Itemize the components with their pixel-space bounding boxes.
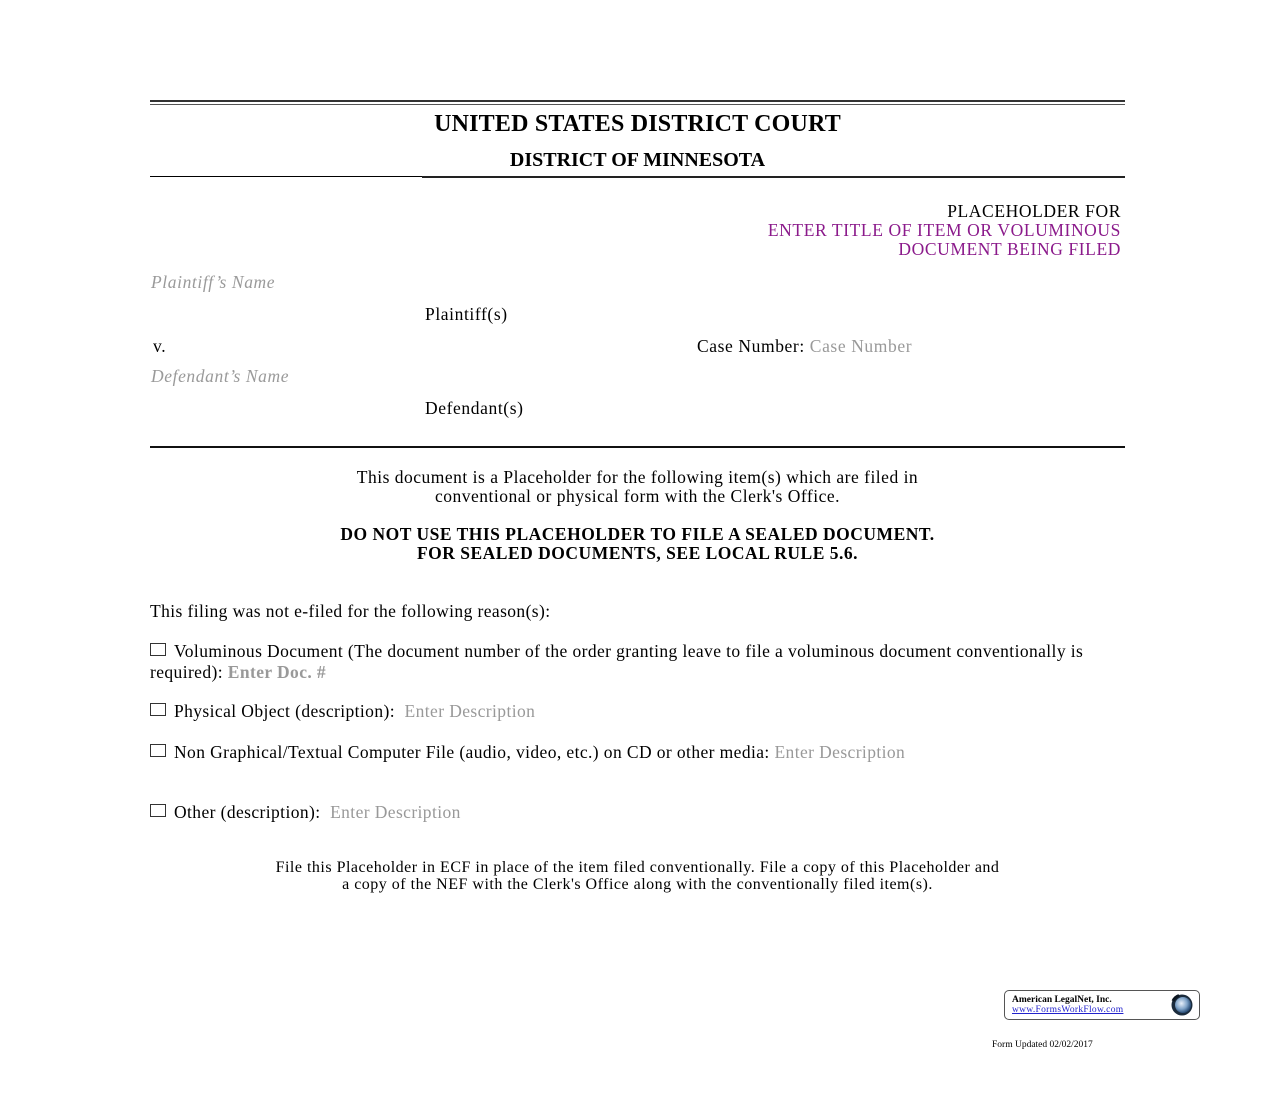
filing-instructions-line1: File this Placeholder in ECF in place of the item filed conventionally. File a copy of this Placeholder and <box>275 859 1000 876</box>
document-title-line2: DOCUMENT BEING FILED <box>898 239 1121 259</box>
physical-object-label: Physical Object (description): <box>174 701 395 721</box>
forms-workflow-link[interactable]: www.FormsWorkFlow.com <box>1012 1005 1124 1015</box>
company-name: American LegalNet, Inc. <box>1012 995 1112 1005</box>
voluminous-document-label: Voluminous Document (The document number of the order granting leave to file a voluminous document conventionally is required): <box>150 641 1084 682</box>
placeholder-title-block <box>768 202 1121 259</box>
computer-file-description-field[interactable]: Enter Description <box>774 742 906 762</box>
physical-object-description-field[interactable]: Enter Description <box>404 701 536 721</box>
defendant-label: Defendant(s) <box>425 398 524 418</box>
document-title-line1: ENTER TITLE OF ITEM OR VOLUMINOUS <box>767 220 1121 240</box>
case-number-label: Case Number: <box>697 336 805 356</box>
district-title: DISTRICT OF MINNESOTA <box>509 149 766 171</box>
plaintiff-name-field[interactable]: Plaintiff’s Name <box>151 272 276 292</box>
caption-bottom-rule <box>150 446 1125 448</box>
header-bottom-rule-left <box>150 176 422 177</box>
sealed-warning <box>150 525 1125 563</box>
reasons-heading: This filing was not e-filed for the following reason(s): <box>150 601 551 621</box>
voluminous-document-checkbox[interactable] <box>150 643 166 656</box>
reason-other <box>150 802 1090 823</box>
intro-line2: conventional or physical form with the Clerk's Office. <box>434 486 840 506</box>
placeholder-for-label: PLACEHOLDER FOR <box>947 201 1121 221</box>
other-label: Other (description): <box>174 802 321 822</box>
filing-instructions-line2: a copy of the NEF with the Clerk's Office along with the conventionally filed item(s). <box>342 876 933 893</box>
reason-physical-object <box>150 701 1090 722</box>
plaintiff-label: Plaintiff(s) <box>425 304 508 324</box>
document-title-field[interactable] <box>768 221 1121 259</box>
header-top-rule-thick <box>150 100 1125 102</box>
reason-voluminous-document <box>150 641 1090 683</box>
header-bottom-rule-right <box>422 176 1125 178</box>
case-number-field[interactable]: Case Number <box>809 336 913 356</box>
intro-paragraph <box>150 468 1125 506</box>
court-title: UNITED STATES DISTRICT COURT <box>434 111 841 137</box>
filing-instructions <box>150 859 1125 893</box>
intro-line1: This document is a Placeholder for the following item(s) which are filed in <box>356 467 919 487</box>
sealed-warning-line2: FOR SEALED DOCUMENTS, SEE LOCAL RULE 5.6. <box>416 543 859 563</box>
other-description-field[interactable]: Enter Description <box>330 802 461 822</box>
form-updated-date: Form Updated 02/02/2017 <box>992 1040 1093 1050</box>
globe-logo-icon <box>1165 993 1197 1017</box>
defendant-name-field[interactable]: Defendant’s Name <box>151 366 290 386</box>
computer-file-label: Non Graphical/Textual Computer File (audio, video, etc.) on CD or other media: <box>174 742 770 762</box>
reason-computer-file <box>150 742 1090 763</box>
versus-label: v. <box>153 336 167 356</box>
case-number-row <box>697 336 912 357</box>
american-legalnet-badge <box>1004 990 1200 1020</box>
computer-file-checkbox[interactable] <box>150 744 166 757</box>
doc-number-field[interactable]: Enter Doc. # <box>227 662 327 682</box>
physical-object-checkbox[interactable] <box>150 703 166 716</box>
sealed-warning-line1: DO NOT USE THIS PLACEHOLDER TO FILE A SEALED DOCUMENT. <box>340 524 935 544</box>
header-top-rule-thin <box>150 104 1125 105</box>
other-checkbox[interactable] <box>150 804 166 817</box>
